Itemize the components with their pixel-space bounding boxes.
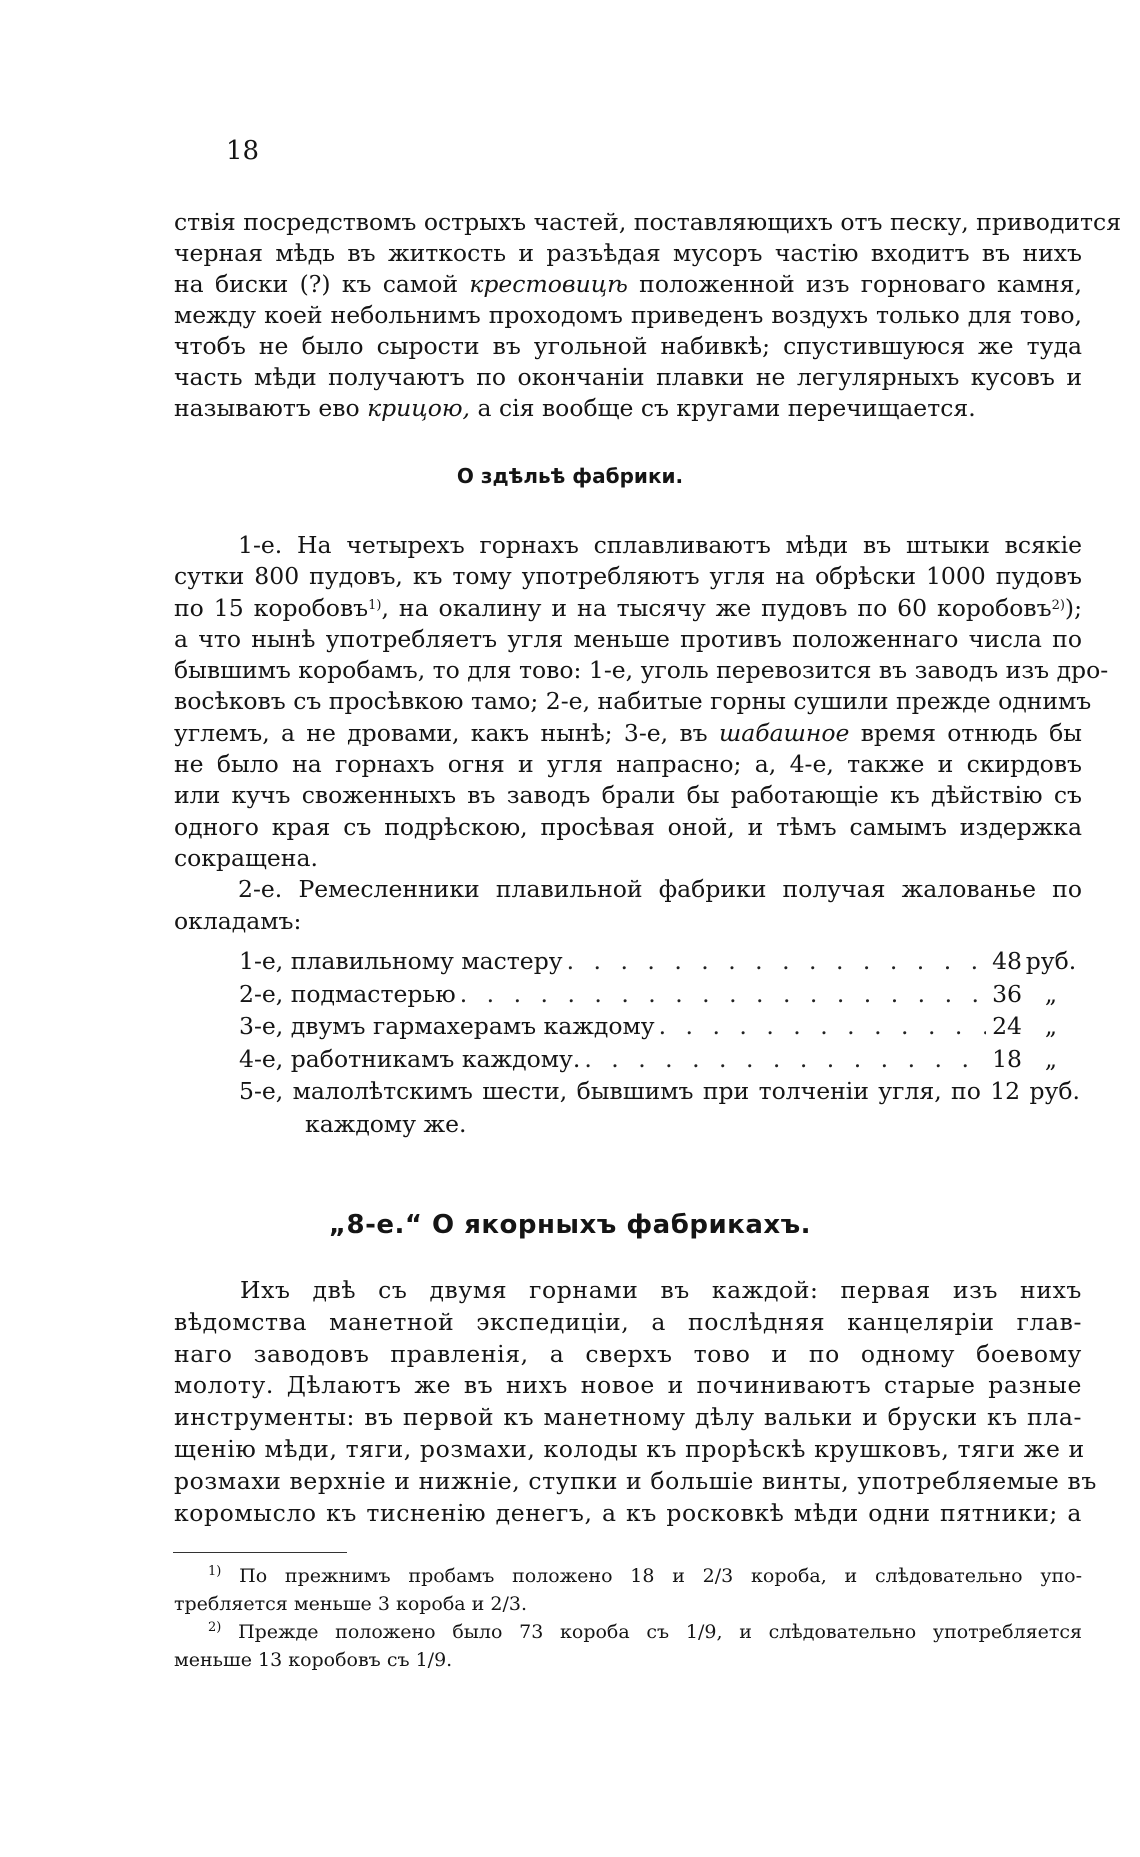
text-span: требляется меньше 3 короба и: [174, 1593, 485, 1615]
text-line: 2-е. Ремесленники плавильной фабрики получая жалованье по: [238, 875, 1082, 904]
payment-row: [239, 945, 1080, 978]
text-line: окладамъ:: [174, 906, 302, 935]
text-line: сокращена.: [174, 843, 318, 872]
payment-row-wrapped: [239, 1075, 1080, 1140]
leader-dots: [655, 1010, 986, 1043]
leader-dots: [563, 945, 986, 978]
fraction: 2/3: [490, 1593, 521, 1615]
text-line: каждому же.: [305, 1109, 467, 1138]
text-line: чтобъ не было сырости въ угольной набивкѣ; спустившуюся же туда: [174, 332, 1082, 360]
section-1-paragraph-1: [174, 530, 1109, 937]
section-2-paragraph: [174, 1275, 1097, 1529]
text-span: углемъ, а не дровами, какъ нынѣ; 3-е, въ: [174, 718, 708, 747]
payment-label: 4-е, работникамъ каждому.: [239, 1044, 581, 1073]
footnote-line: [174, 1590, 1082, 1618]
text-line: [174, 393, 1082, 424]
text-line: сутки 800 пудовъ, къ тому употребляютъ угля на обрѣски 1000 пудовъ: [174, 562, 1082, 591]
footnote-line: [174, 1646, 1082, 1674]
text-span: положенной изъ горноваго камня,: [639, 270, 1082, 298]
text-span: Прежде положено было 73 короба съ: [238, 1621, 670, 1643]
footnote-ref: 1): [368, 597, 382, 613]
text-line: черная мѣдь въ житкость и разъѣдая мусоръ частію входитъ въ нихъ: [174, 239, 1082, 267]
footnote-mark: 1): [208, 1564, 222, 1579]
text-line: 5-е, малолѣтскимъ шести, бывшимъ при толченіи угля, по 12 руб.: [239, 1077, 1080, 1105]
text-line: часть мѣди получаютъ по окончаніи плавки не легулярныхъ кусовъ и: [174, 363, 1082, 391]
payment-unit: руб.: [1025, 947, 1077, 975]
text-line: ствія посредствомъ острыхъ частей, поставляющихъ отъ песку, приводится: [174, 208, 1122, 236]
payment-label: 2-е, подмастерью: [239, 979, 456, 1008]
text-line: одного края съ подрѣскою, просѣвая оной, и тѣмъ самымъ издержка: [174, 812, 1082, 841]
payment-unit: „: [1044, 979, 1058, 1008]
payment-amount: 18: [992, 1044, 1022, 1073]
text-line: восѣковъ съ просѣвкою тамо; 2-е, набитые горны сушили прежде однимъ: [174, 687, 1092, 716]
section-heading: „8-е.“ О якорныхъ фабрикахъ.: [328, 1210, 812, 1240]
text-line: 1-е. На четырехъ горнахъ сплавливаютъ мѣди въ штыки всякіе: [238, 531, 1082, 559]
text-line: [174, 269, 1082, 300]
leader-dots: [456, 978, 986, 1011]
footnote-line: [174, 1562, 1082, 1590]
paragraph-1: [174, 207, 1122, 424]
payment-unit: „: [1044, 1044, 1058, 1073]
text-span: .: [520, 1593, 527, 1615]
payment-amount: 48: [992, 947, 1022, 975]
footnote-ref: 2): [1051, 597, 1065, 613]
footnote-mark: 2): [208, 1620, 222, 1635]
text-line: розмахи верхніе и нижніе, ступки и большіе винты, употребляемые въ: [174, 1466, 1097, 1495]
italic-term: шабашное: [718, 718, 850, 747]
payment-amount: 24: [992, 1012, 1022, 1040]
page-number: 18: [226, 136, 260, 166]
text-span: меньше 13 коробовъ съ: [174, 1649, 410, 1671]
text-line: [174, 718, 1082, 749]
text-line: между коей небольнимъ проходомъ приведенъ воздухъ только для тово,: [174, 301, 1082, 329]
payment-list: [239, 945, 1080, 1140]
text-span: , на окалину и на тысячу же пудовъ по 60 коробовъ: [381, 593, 1052, 622]
text-line: щенію мѣди, тяги, розмахи, колоды къ прорѣскѣ крушковъ, тяги же и: [174, 1434, 1085, 1463]
text-line: инструменты: въ первой къ манетному дѣлу вальки и бруски къ пла-: [174, 1403, 1082, 1432]
footnotes: [174, 1562, 1082, 1674]
payment-amount: 36: [992, 979, 1022, 1008]
section-heading: О здѣльѣ фабрики.: [456, 464, 684, 488]
text-span: .: [446, 1649, 453, 1671]
payment-unit: „: [1044, 1012, 1058, 1040]
text-line: молоту. Дѣлаютъ же въ нихъ новое и починиваютъ старые разные: [174, 1371, 1082, 1400]
text-span: время отнюдь бы: [860, 718, 1082, 747]
text-line: а что нынѣ употребляетъ угля меньше противъ положеннаго числа по: [174, 624, 1082, 653]
text-span: );: [1064, 593, 1082, 622]
italic-term: крестовицѣ: [469, 270, 628, 298]
footnote-line: [174, 1618, 1082, 1646]
text-line: [174, 593, 1082, 624]
text-line: Ихъ двѣ съ двумя горнами въ каждой: первая изъ нихъ: [240, 1276, 1082, 1304]
text-line: бывшимъ коробамъ, то для тово: 1-е, уголь перевозится въ заводъ изъ дро-: [174, 656, 1109, 685]
payment-row: [239, 1010, 1080, 1043]
fraction: 1/9: [415, 1649, 447, 1671]
payment-label: 3-е, двумъ гармахерамъ каждому: [239, 1012, 655, 1040]
text-line: коромысло къ тисненію денегъ, а къ росковкѣ мѣди одни пятники; а: [174, 1498, 1082, 1527]
text-span: называютъ ево: [174, 394, 360, 422]
text-line: или кучъ своженныхъ въ заводъ брали бы работающіе къ дѣйствію съ: [174, 781, 1082, 810]
fraction: 2/3: [702, 1565, 734, 1587]
text-span: , и слѣдовательно употребляется: [716, 1621, 1082, 1643]
text-line: вѣдомства манетной экспедиціи, а послѣдняя канцеляріи глав-: [174, 1307, 1082, 1336]
payment-row: [239, 978, 1080, 1011]
text-span: короба, и слѣдовательно упо-: [751, 1565, 1083, 1587]
text-line: не было на горнахъ огня и угля напрасно; а, 4-е, также и скирдовъ: [174, 750, 1082, 779]
footnote-rule: [173, 1552, 347, 1553]
payment-label: 1-е, плавильному мастеру: [239, 947, 563, 975]
text-span: а сія вообще съ кругами перечищается.: [477, 394, 976, 422]
fraction: 1/9: [685, 1621, 717, 1643]
payment-row: [239, 1043, 1080, 1076]
leader-dots: [580, 1043, 986, 1076]
text-line: наго заводовъ правленія, а сверхъ тово и по одному боевому: [174, 1339, 1082, 1368]
italic-term: крицою,: [367, 394, 471, 422]
text-span: По прежнимъ пробамъ положено 18 и: [239, 1565, 685, 1587]
text-span: по 15 коробовъ: [174, 593, 369, 622]
text-span: на биски (?) къ самой: [174, 270, 459, 298]
